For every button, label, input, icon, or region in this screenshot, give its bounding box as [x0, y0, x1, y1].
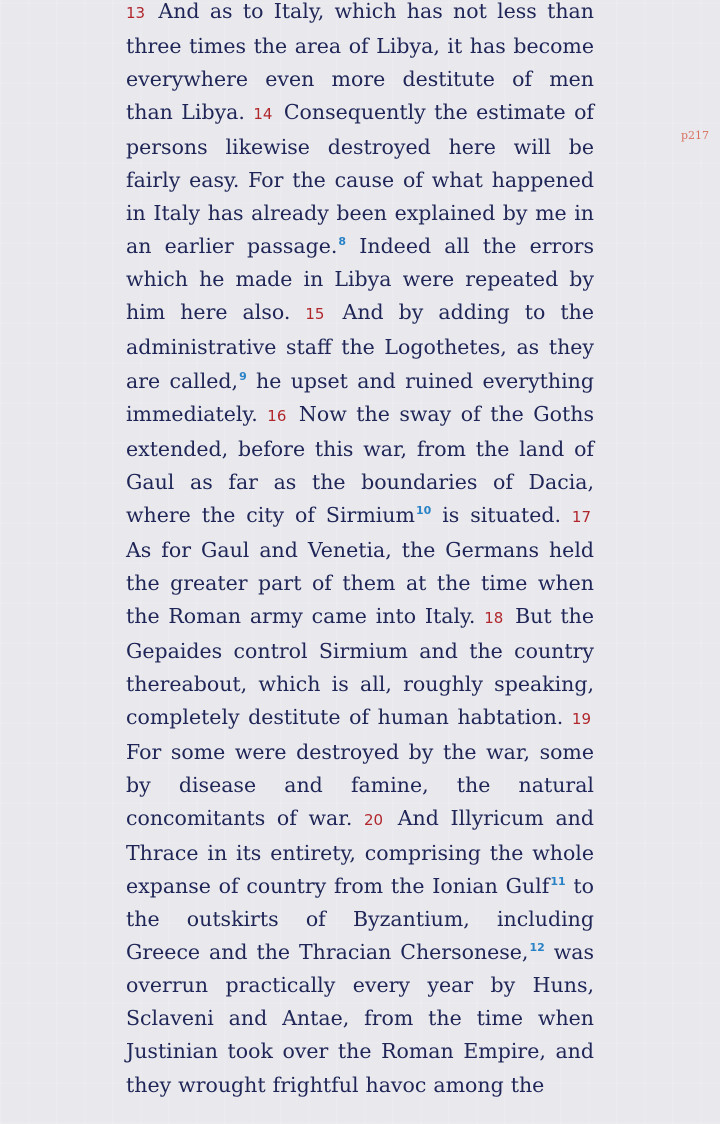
text-run: he upset and ruined everything immediately. [126, 368, 594, 426]
section-number: 18 [484, 608, 504, 627]
section-number: 19 [571, 709, 591, 728]
footnote-ref[interactable]: 8 [338, 235, 347, 249]
text-run: And Illyricum and Thrace in its entirety, comprising the whole expanse of country from the Ionian Gulf [126, 806, 594, 899]
section-number: 14 [253, 105, 273, 124]
footnote-ref[interactable]: 9 [239, 369, 247, 383]
text-run: And by adding to the administrative staff the Logothetes, as they are called, [126, 300, 594, 393]
text-run: As for Gaul and Venetia, the Germans held the greater part of them at the time when the Roman army came into Italy. [126, 537, 594, 628]
section-number: 13 [126, 4, 146, 22]
text-run: But the Gepaides control Sirmium and the country thereabout, which is all, roughly speaking, completely destitute of human habtation. [126, 603, 594, 729]
text-run: was overrun practically every year by Huns, Sclaveni and Antae, from the time when Justinian took over the Roman Empire, and they wrought frightful havoc among the [126, 940, 594, 1097]
text-run: Indeed all the errors which he made in Libya were repeated by him here also. [126, 234, 594, 325]
text-run: is situated. [431, 502, 572, 527]
text-run: And as to Italy, which has not less than three times the area of Libya, it has become everywhere even more destitute of men than Libya. [126, 0, 594, 125]
section-number: 16 [267, 406, 287, 425]
text-run: to the outskirts of Byzantium, including Greece and the Thracian Chersonese, [126, 874, 594, 965]
text-run: For some were destroyed by the war, some by disease and famine, the natural concomitants of war. [126, 740, 594, 831]
footnote-ref[interactable]: 11 [550, 875, 566, 889]
section-number: 17 [571, 507, 592, 526]
body-text [126, 0, 594, 1102]
section-number: 20 [363, 811, 384, 830]
footnote-ref[interactable]: 10 [415, 503, 432, 517]
section-number: 15 [305, 305, 325, 324]
text-run: Consequently the estimate of persons likewise destroyed here will be fairly easy. For the cause of what happened in Italy has already been explained by me in an earlier passage. [126, 100, 594, 259]
text-run: Now the sway of the Goths extended, before this war, from the land of Gaul as far as the boundaries of Dacia, where the city of Sirmium [126, 401, 594, 527]
page-marker: p217 [681, 129, 710, 142]
footnote-ref[interactable]: 12 [529, 941, 545, 955]
